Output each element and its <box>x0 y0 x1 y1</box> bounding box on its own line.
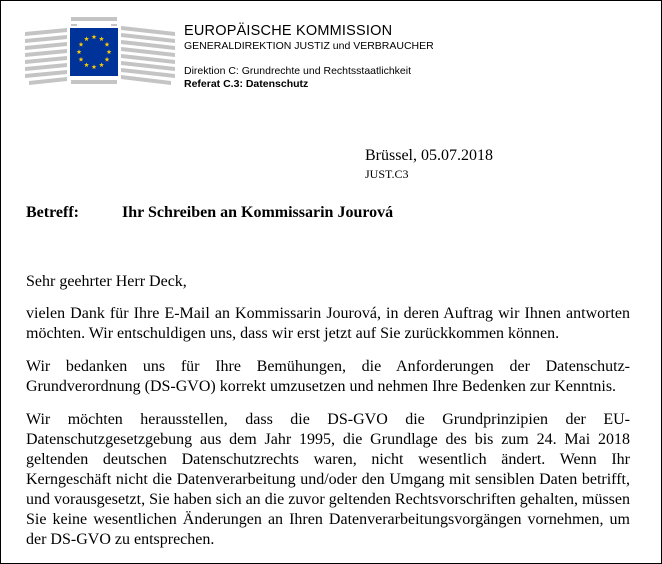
eu-commission-logo <box>25 14 175 90</box>
letterhead <box>184 23 434 91</box>
paragraph: vielen Dank für Ihre E-Mail an Kommissarin Jourová, in deren Auftrag wir Ihnen antworten möchten. Wir entschuldigen uns, dass wir erst jetzt auf Sie zurückkommen können. <box>26 305 630 342</box>
subject-label: Betreff: <box>26 204 79 221</box>
place-date: Brüssel, 05.07.2018 <box>365 147 493 164</box>
organization-name: EUROPÄISCHE KOMMISSION <box>184 23 393 39</box>
letter-body <box>26 272 630 563</box>
paragraph: Wir bedanken uns für Ihre Bemühungen, die Anforderungen der Datenschutz-Grundverordnung (DS-GVO) korrekt umzusetzen und nehmen Ihre Bedenken zur Kenntnis. <box>26 358 630 395</box>
reference-number: JUST.C3 <box>365 167 409 181</box>
berlaymont-building-icon <box>25 14 175 90</box>
subject-text: Ihr Schreiben an Kommissarin Jourová <box>122 204 394 221</box>
eu-flag-icon <box>70 28 118 76</box>
paragraph: Wir möchten herausstellen, dass die DS-GVO die Grundprinzipien der EU-Datenschutzgesetzgebung aus dem Jahr 1995, die Grundlage des bis zum 24. Mai 2018 geltenden deutschen Datenschutzrechts waren, nicht wesentlich ändert. Wenn Ihr Kerngeschäft nicht die Datenverarbeitung und/oder den Umgang mit sensiblen Daten betrifft, und vorausgesetzt, Sie haben sich an die zuvor geltenden Rechtsvorschriften gehalten, müssen Sie keine wesentlichen Änderungen an Ihren Datenverarbeitungsvorgängen vornehmen, um der DS-GVO zu entsprechen. <box>26 411 630 548</box>
unit: Referat C.3: Datenschutz <box>184 78 309 90</box>
directorate: Direktion C: Grundrechte und Rechtsstaatlichkeit <box>184 65 412 77</box>
directorate-general: GENERALDIREKTION JUSTIZ und VERBRAUCHER <box>184 40 434 52</box>
salutation: Sehr geehrter Herr Deck, <box>26 273 187 290</box>
subject-line <box>26 204 393 222</box>
